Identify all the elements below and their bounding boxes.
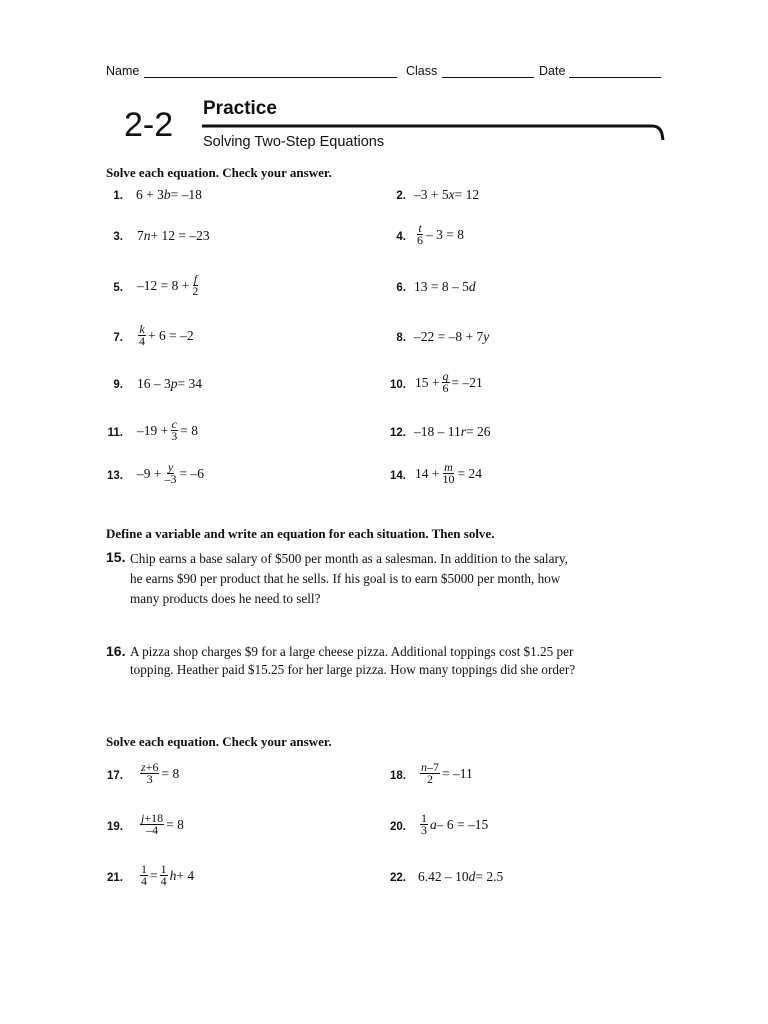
lesson-title: Practice [203,98,277,119]
instructions-part1: Solve each equation. Check your answer. [106,165,332,180]
equation-14: 14 + $\frac{m}{10}$ = 24 [415,460,482,486]
date-label: Date [539,64,566,78]
equation-8: –22 = –8 + 7 y [414,329,490,344]
lesson-subtitle: Solving Two-Step Equations [203,134,385,150]
equation-20: $\frac{1}{3}$ a – 6 = –15 [421,811,489,837]
equation-21: $\frac{1}{4}$ = $\frac{1}{4}$ h + 4 [141,862,195,888]
problem-number: 20. [390,821,406,833]
equation-10: 15 + $\frac{q}{6}$ = –21 [415,369,483,395]
equation-19: $\frac{j+18}{-4}$ = 8 [141,811,184,837]
problem-number: 3. [113,231,123,243]
date-field[interactable] [569,64,661,78]
problem-number: 4. [396,231,406,243]
problem-number: 9. [113,379,123,391]
equation-4: $\frac{t}{6}$ – 3 = 8 [417,221,464,247]
problem-number: 15. [106,549,126,565]
problem-number: 1. [113,190,123,202]
problem-number: 21. [107,872,123,884]
equation-22: 6.42 – 10 d = 2.5 [418,869,504,884]
problem-number: 13. [107,470,123,482]
problem-number: 7. [113,332,123,344]
lesson-number: 2-2 [124,106,174,144]
equation-6: 13 = 8 – 5 d [414,279,476,294]
problem-number: 8. [396,332,406,344]
problem-number: 2. [396,190,406,202]
equation-7: $\frac{k}{4}$ + 6 = –2 [139,322,194,348]
class-label: Class [406,64,438,78]
instructions-part2: Define a variable and write an equation for each situation. Then solve. [106,526,495,541]
word-problem-15: Chip earns a base salary of $500 per month as a salesman. In addition to the salary, he earns $90 per product that he sells. If his goal is to earn $5000 per month, how many products does he need to sell? [130,551,568,606]
equation-5: –12 = 8 + $\frac{f}{2}$ [137,272,199,298]
equation-18: $\frac{n-7}{2}$ = –11 [421,760,473,786]
name-field[interactable] [144,64,397,78]
problem-number: 10. [390,379,406,391]
problem-number: 18. [390,770,406,782]
problem-number: 16. [106,643,126,659]
equation-3: 7 n + 12 = –23 [137,228,210,243]
word-problem-16: A pizza shop charges $9 for a large cheese pizza. Additional toppings cost $1.25 per topping. Heather paid $15.25 for her large pizza. How many toppings did she order? [130,644,576,677]
problem-number: 6. [396,282,406,294]
equation-9: 16 – 3 p = 34 [137,376,202,391]
equation-2: –3 + 5 x = 12 [414,187,480,202]
problem-number: 22. [390,872,406,884]
name-label: Name [106,64,140,78]
problem-number: 14. [390,470,406,482]
problem-number: 19. [107,821,123,833]
problem-number: 5. [113,282,123,294]
equation-1: 6 + 3 b = –18 [136,187,202,202]
problem-number: 17. [107,770,123,782]
equation-13: –9 + $\frac{y}{-3}$ = –6 [137,460,204,486]
equation-11: –19 + $\frac{c}{3}$ = 8 [137,417,198,443]
class-field[interactable] [442,64,534,78]
problem-number: 12. [390,427,406,439]
instructions-part3: Solve each equation. Check your answer. [106,734,332,749]
equation-12: –18 – 11 r = 26 [414,424,491,439]
equation-17: $\frac{z+6}{3}$ = 8 [141,760,180,786]
problem-number: 11. [107,427,123,439]
